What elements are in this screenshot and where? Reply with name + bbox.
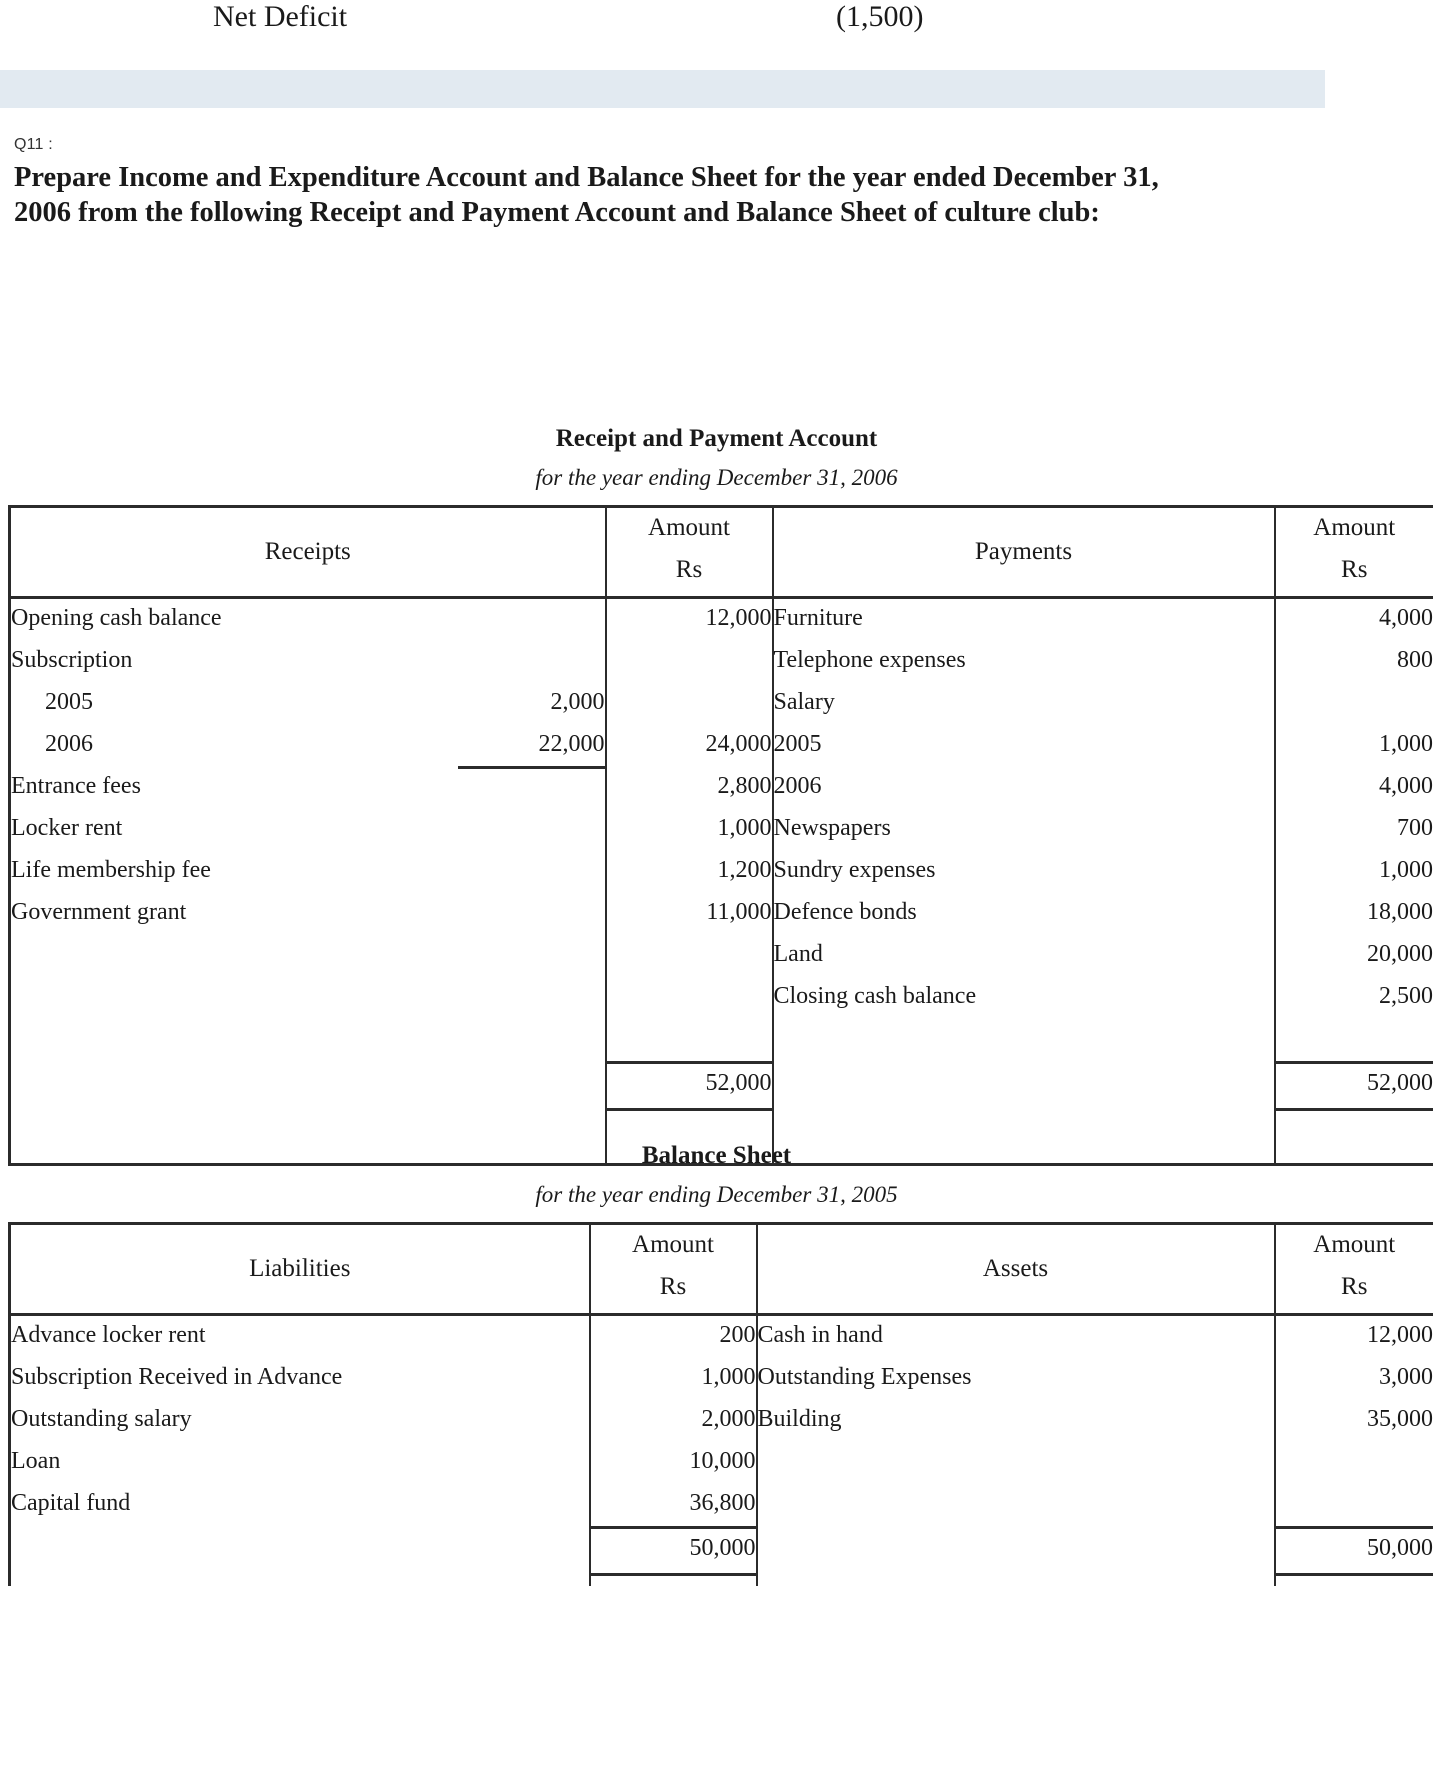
payment-name xyxy=(773,1019,1275,1063)
closing-blank-4 xyxy=(1275,1575,1433,1587)
totals-blank-right xyxy=(757,1528,1275,1575)
receipt-name xyxy=(10,1019,458,1063)
closing-blank-row xyxy=(10,1575,1433,1587)
asset-name: Cash in hand xyxy=(757,1315,1275,1359)
receipt-name: Government grant xyxy=(10,893,458,935)
receipt-amount: 12,000 xyxy=(606,598,773,642)
payment-amount: 4,000 xyxy=(1275,767,1433,809)
payment-amount: 4,000 xyxy=(1275,598,1433,642)
table-row xyxy=(10,977,1433,1019)
table-row xyxy=(10,641,1433,683)
question-block xyxy=(14,136,1214,230)
payment-amount: 700 xyxy=(1275,809,1433,851)
receipt-amount: 1,200 xyxy=(606,851,773,893)
receipt-sub-amount xyxy=(458,598,606,642)
asset-amount: 3,000 xyxy=(1275,1358,1433,1400)
liability-name: Subscription Received in Advance xyxy=(10,1358,590,1400)
receipt-name xyxy=(10,935,458,977)
question-number: Q11 : xyxy=(14,136,53,153)
payment-name: 2006 xyxy=(773,767,1275,809)
receipt-payment-subtitle: for the year ending December 31, 2006 xyxy=(535,465,898,490)
payment-name: Sundry expenses xyxy=(773,851,1275,893)
table-row xyxy=(10,1358,1433,1400)
asset-name: Outstanding Expenses xyxy=(757,1358,1275,1400)
liability-amount: 36,800 xyxy=(590,1484,757,1528)
table-row xyxy=(10,1315,1433,1359)
payment-name: Land xyxy=(773,935,1275,977)
receipt-amount: 11,000 xyxy=(606,893,773,935)
question-text: Prepare Income and Expenditure Account and Balance Sheet for the year ended December 31, 2006 from the following Receipt and Payment Account and Balance Sheet of culture club: xyxy=(14,162,1159,229)
payment-amount: 2,500 xyxy=(1275,977,1433,1019)
table-row xyxy=(10,767,1433,809)
liability-name: Advance locker rent xyxy=(10,1315,590,1359)
header-liabilities: Liabilities xyxy=(10,1224,590,1315)
total-payments: 52,000 xyxy=(1275,1063,1433,1110)
header-assets: Assets xyxy=(757,1224,1275,1315)
receipt-amount xyxy=(606,1019,773,1063)
receipt-amount: 2,800 xyxy=(606,767,773,809)
receipt-sub-amount xyxy=(458,977,606,1019)
closing-blank-1 xyxy=(10,1575,590,1587)
asset-name xyxy=(757,1442,1275,1484)
balance-sheet-table xyxy=(8,1222,1433,1586)
table-row xyxy=(10,1484,1433,1528)
liability-name: Capital fund xyxy=(10,1484,590,1528)
closing-blank-3 xyxy=(757,1575,1275,1587)
receipt-payment-title: Receipt and Payment Account xyxy=(555,425,878,452)
table-row xyxy=(10,1442,1433,1484)
carryover-value: (1,500) xyxy=(836,0,924,33)
payment-amount: 18,000 xyxy=(1275,893,1433,935)
payment-name: Salary xyxy=(773,683,1275,725)
totals-blank-left xyxy=(10,1063,458,1110)
receipt-amount: 1,000 xyxy=(606,809,773,851)
receipt-name: Subscription xyxy=(10,641,458,683)
liability-name: Loan xyxy=(10,1442,590,1484)
balance-sheet-subtitle: for the year ending December 31, 2005 xyxy=(535,1182,898,1207)
asset-name: Building xyxy=(757,1400,1275,1442)
table-row xyxy=(10,1019,1433,1063)
receipt-sub-amount xyxy=(458,893,606,935)
receipt-sub-amount xyxy=(458,851,606,893)
receipt-name: Locker rent xyxy=(10,809,458,851)
receipt-sub-amount xyxy=(458,809,606,851)
payment-name: Telephone expenses xyxy=(773,641,1275,683)
liability-amount: 1,000 xyxy=(590,1358,757,1400)
header-amount-right: Amount Rs xyxy=(1275,1224,1433,1315)
liability-amount: 10,000 xyxy=(590,1442,757,1484)
balance-sheet-title: Balance Sheet xyxy=(641,1142,792,1169)
header-amount-left: Amount Rs xyxy=(606,507,773,598)
receipt-amount xyxy=(606,977,773,1019)
liability-amount: 200 xyxy=(590,1315,757,1359)
payment-amount xyxy=(1275,1019,1433,1063)
totals-row xyxy=(10,1063,1433,1110)
table-header-row xyxy=(10,507,1433,598)
receipt-name: 2006 xyxy=(10,725,458,767)
receipt-sub-amount: 22,000 xyxy=(458,725,606,767)
table-row xyxy=(10,851,1433,893)
payment-name: Defence bonds xyxy=(773,893,1275,935)
receipt-name xyxy=(10,977,458,1019)
receipt-payment-table xyxy=(8,505,1433,1166)
table-row xyxy=(10,598,1433,642)
table-row xyxy=(10,725,1433,767)
payment-name: Newspapers xyxy=(773,809,1275,851)
payment-amount: 800 xyxy=(1275,641,1433,683)
asset-amount xyxy=(1275,1442,1433,1484)
receipt-sub-amount: 2,000 xyxy=(550,689,605,715)
receipt-amount xyxy=(606,935,773,977)
table-header-row xyxy=(10,1224,1433,1315)
table-row xyxy=(10,809,1433,851)
receipt-name: Opening cash balance xyxy=(10,598,458,642)
closing-blank-2 xyxy=(590,1575,757,1587)
receipt-amount: 24,000 xyxy=(606,725,773,767)
balance-sheet-section xyxy=(0,1142,1433,1586)
carryover-label: Net Deficit xyxy=(213,0,348,33)
table-row xyxy=(10,1400,1433,1442)
section-separator-band xyxy=(0,70,1325,108)
payment-amount: 1,000 xyxy=(1275,851,1433,893)
receipt-amount xyxy=(606,641,773,683)
table-row xyxy=(10,683,1433,725)
payment-amount xyxy=(1275,683,1433,725)
asset-amount: 12,000 xyxy=(1275,1315,1433,1359)
totals-row xyxy=(10,1528,1433,1575)
receipt-amount xyxy=(606,683,773,725)
liability-name: Outstanding salary xyxy=(10,1400,590,1442)
table-row xyxy=(10,935,1433,977)
receipt-payment-account-section xyxy=(0,425,1433,1166)
header-payments: Payments xyxy=(773,507,1275,598)
asset-name xyxy=(757,1484,1275,1528)
receipt-sub-amount xyxy=(458,767,606,809)
header-amount-left: Amount Rs xyxy=(590,1224,757,1315)
payment-amount: 1,000 xyxy=(1275,725,1433,767)
payment-name: Closing cash balance xyxy=(773,977,1275,1019)
totals-blank-right xyxy=(773,1063,1275,1110)
liability-amount: 2,000 xyxy=(590,1400,757,1442)
totals-blank-left-sub xyxy=(458,1063,606,1110)
asset-amount xyxy=(1275,1484,1433,1528)
header-receipts: Receipts xyxy=(10,507,606,598)
header-amount-right: Amount Rs xyxy=(1275,507,1433,598)
totals-blank-left xyxy=(10,1528,590,1575)
receipt-name: Life membership fee xyxy=(10,851,458,893)
payment-name: 2005 xyxy=(773,725,1275,767)
receipt-sub-amount xyxy=(458,935,606,977)
receipt-sub-amount xyxy=(458,1019,606,1063)
receipt-name: Entrance fees xyxy=(10,767,458,809)
table-row xyxy=(10,893,1433,935)
receipt-sub-amount xyxy=(458,641,606,683)
asset-amount: 35,000 xyxy=(1275,1400,1433,1442)
payment-amount: 20,000 xyxy=(1275,935,1433,977)
total-assets: 50,000 xyxy=(1275,1528,1433,1575)
carryover-row xyxy=(0,0,1433,46)
total-receipts: 52,000 xyxy=(606,1063,773,1110)
payment-name: Furniture xyxy=(773,598,1275,642)
total-liabilities: 50,000 xyxy=(590,1528,757,1575)
receipt-name: 2005 xyxy=(10,683,458,725)
